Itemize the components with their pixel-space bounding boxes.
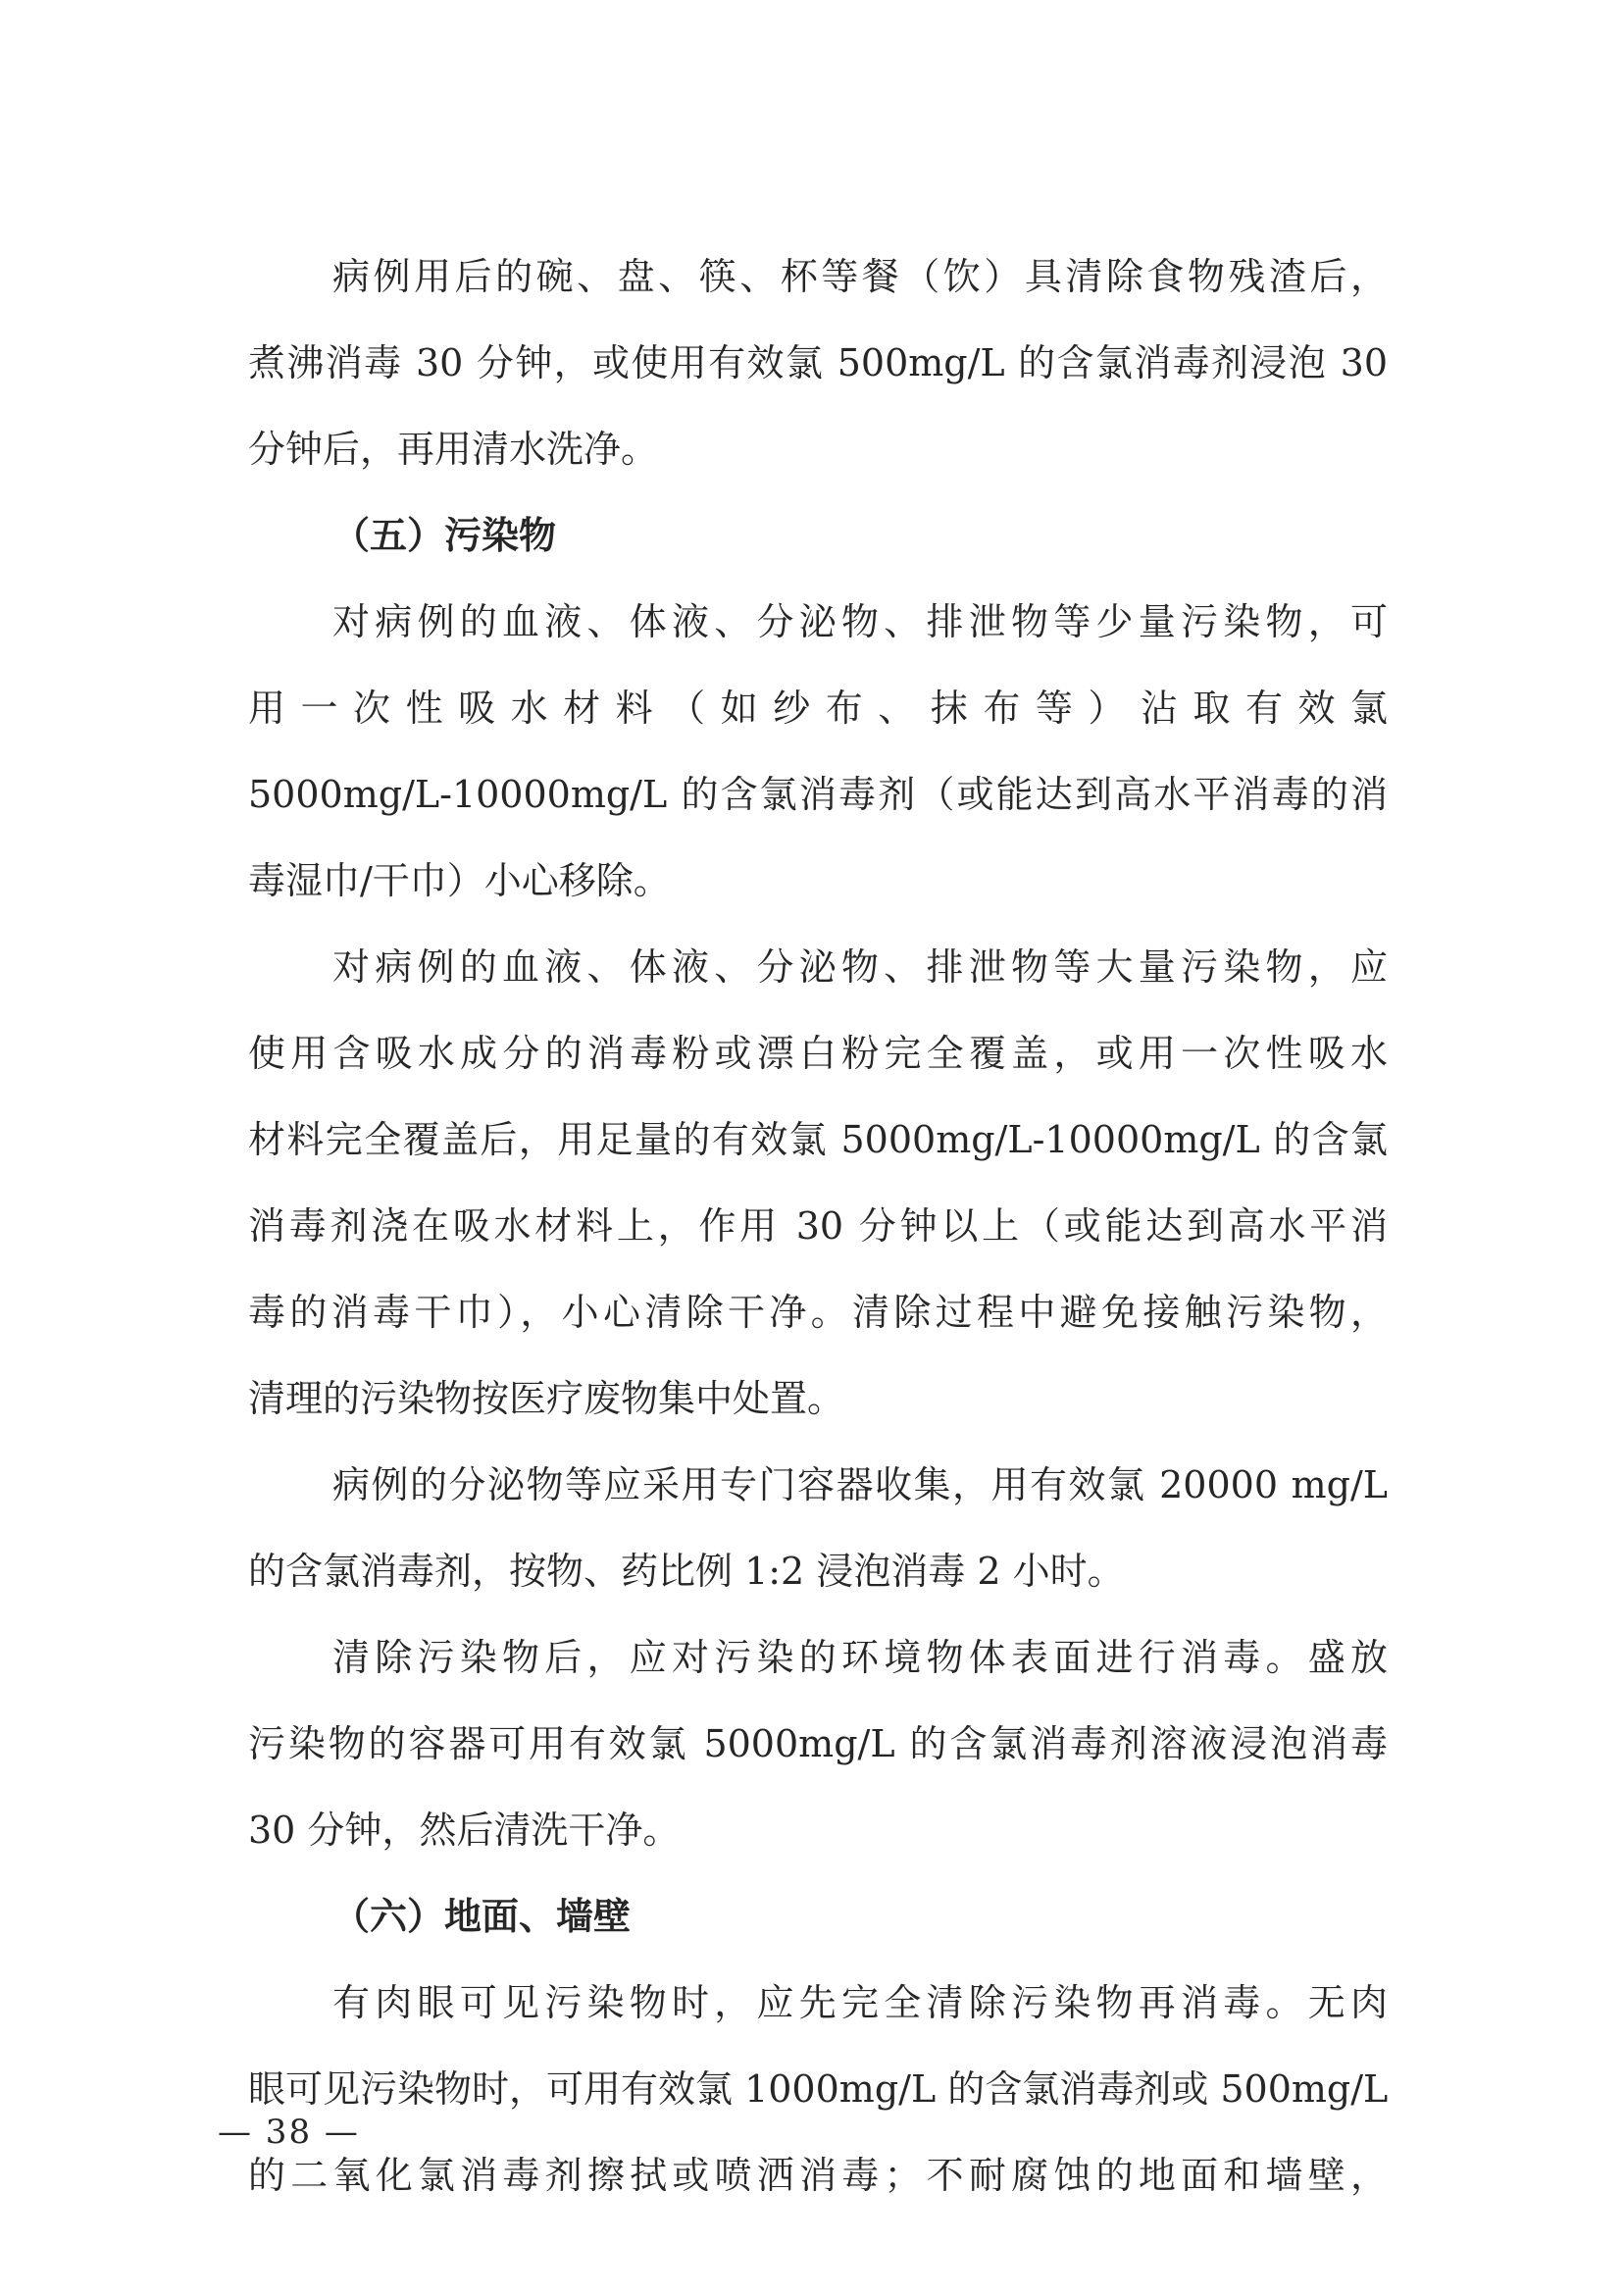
- text-line: 煮沸消毒 30 分钟，或使用有效氯 500mg/L 的含氯消毒剂浸泡 30: [248, 341, 1388, 384]
- text-line: 对病例的血液、体液、分泌物、排泄物等大量污染物，应: [332, 945, 1388, 989]
- text-line: 有肉眼可见污染物时，应先完全清除污染物再消毒。无肉: [332, 1981, 1388, 2024]
- text-line: 清除污染物后，应对污染的环境物体表面进行消毒。盛放: [332, 1636, 1388, 1679]
- text-line: 用一次性吸水材料（如纱布、抹布等）沾取有效氯: [248, 687, 1388, 730]
- text-line: 30 分钟，然后清洗干净。: [248, 1809, 681, 1852]
- section-heading-pollutants: （五）污染物: [332, 514, 557, 557]
- text-line: 分钟后，再用清水洗净。: [248, 428, 659, 471]
- text-line: 毒的消毒干巾），小心清除干净。清除过程中避免接触污染物，: [248, 1291, 1388, 1334]
- text-line: 病例的分泌物等应采用专门容器收集，用有效氯 20000 mg/L: [332, 1463, 1388, 1506]
- text-line: 病例用后的碗、盘、筷、杯等餐（饮）具清除食物残渣后，: [332, 255, 1388, 298]
- page-number: — 38 —: [218, 2113, 360, 2152]
- text-line: 5000mg/L-10000mg/L 的含氯消毒剂（或能达到高水平消毒的消: [248, 773, 1388, 816]
- text-line: 消毒剂浇在吸水材料上，作用 30 分钟以上（或能达到高水平消: [248, 1204, 1388, 1248]
- text-line: 的二氧化氯消毒剂擦拭或喷洒消毒；不耐腐蚀的地面和墙壁，: [248, 2154, 1388, 2197]
- text-line: 清理的污染物按医疗废物集中处置。: [248, 1377, 845, 1420]
- text-line: 眼可见污染物时，可用有效氯 1000mg/L 的含氯消毒剂或 500mg/L: [248, 2067, 1388, 2111]
- text-line: 材料完全覆盖后，用足量的有效氯 5000mg/L-10000mg/L 的含氯: [248, 1118, 1388, 1161]
- text-line: 毒湿巾/干巾）小心移除。: [248, 859, 671, 902]
- document-body: [248, 233, 1388, 2218]
- text-line: 污染物的容器可用有效氯 5000mg/L 的含氯消毒剂溶液浸泡消毒: [248, 1722, 1388, 1765]
- text-line: 的含氯消毒剂，按物、药比例 1:2 浸泡消毒 2 小时。: [248, 1550, 1125, 1593]
- text-line: 对病例的血液、体液、分泌物、排泄物等少量污染物，可: [332, 600, 1388, 643]
- text-line: 使用含吸水成分的消毒粉或漂白粉完全覆盖，或用一次性吸水: [248, 1032, 1388, 1075]
- section-heading-floors-walls: （六）地面、墙壁: [332, 1895, 632, 1938]
